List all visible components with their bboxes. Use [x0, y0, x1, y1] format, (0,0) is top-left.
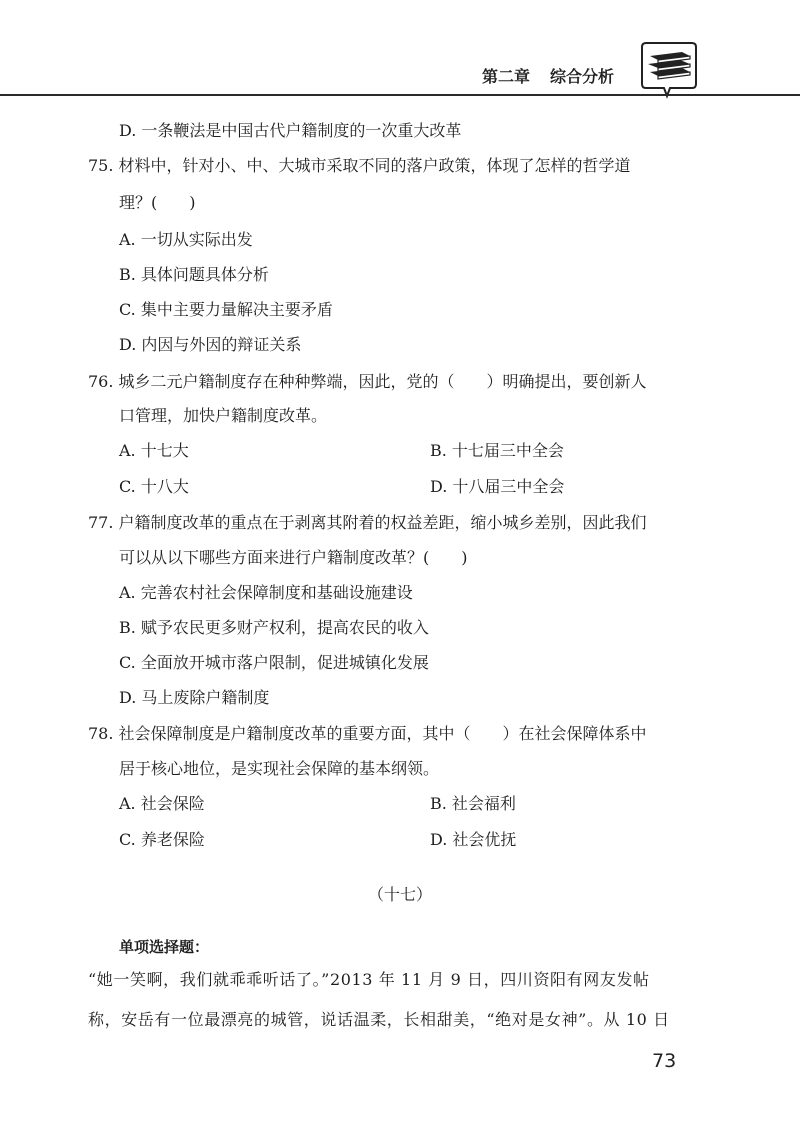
q76-option-b: B. 十七届三中全会 — [430, 441, 564, 460]
q77-stem-cont: 可以从以下哪些方面来进行户籍制度改革？( ) — [119, 548, 468, 567]
q76-stem-cont: 口管理，加快户籍制度改革。 — [119, 406, 328, 425]
q76-option-d: D. 十八届三中全会 — [430, 477, 565, 496]
chapter-number: 第二章 — [482, 67, 531, 86]
q77-stem: 77. 户籍制度改革的重点在于剥离其附着的权益差距，缩小城乡差别，因此我们 — [88, 513, 647, 532]
page-header — [0, 0, 800, 100]
passage-line-2: 称，安岳有一位最漂亮的城管，说话温柔，长相甜美，“绝对是女神”。从 10 日 — [88, 1010, 670, 1029]
q75-option-b: B. 具体问题具体分析 — [119, 265, 269, 284]
q75-option-a: A. 一切从实际出发 — [119, 230, 253, 249]
q78-option-c: C. 养老保险 — [119, 830, 205, 849]
q75-stem-cont: 理？( ) — [119, 193, 196, 212]
q74-option-d: D. 一条鞭法是中国古代户籍制度的一次重大改革 — [119, 121, 462, 140]
page-number: 73 — [652, 1050, 677, 1072]
book-stack-icon — [640, 40, 698, 102]
q76-option-a: A. 十七大 — [119, 441, 189, 460]
q78-option-b: B. 社会福利 — [430, 794, 516, 813]
q75-option-c: C. 集中主要力量解决主要矛盾 — [119, 300, 333, 319]
q78-option-d: D. 社会优抚 — [430, 830, 517, 849]
q76-stem: 76. 城乡二元户籍制度存在种种弊端，因此，党的（ ）明确提出，要创新人 — [88, 372, 647, 391]
passage-line-1: “她一笑啊，我们就乖乖听话了。”2013 年 11 月 9 日，四川资阳有网友发帖 — [88, 970, 650, 989]
q78-stem-cont: 居于核心地位，是实现社会保障的基本纲领。 — [119, 759, 440, 778]
q78-stem: 78. 社会保障制度是户籍制度改革的重要方面，其中（ ）在社会保障体系中 — [88, 724, 647, 743]
q75-stem: 75. 材料中，针对小、中、大城市采取不同的落户政策，体现了怎样的哲学道 — [88, 156, 631, 175]
q77-option-d: D. 马上废除户籍制度 — [119, 688, 270, 707]
header-divider — [0, 94, 800, 96]
chapter-heading — [482, 64, 614, 87]
q77-option-a: A. 完善农村社会保障制度和基础设施建设 — [119, 583, 413, 602]
chapter-title: 综合分析 — [550, 67, 615, 86]
q78-option-a: A. 社会保险 — [119, 794, 205, 813]
q77-option-c: C. 全面放开城市落户限制，促进城镇化发展 — [119, 653, 429, 672]
q77-option-b: B. 赋予农民更多财产权利，提高农民的收入 — [119, 618, 429, 637]
section-number: （十七） — [367, 885, 432, 904]
q76-option-c: C. 十八大 — [119, 477, 189, 496]
section-heading: 单项选择题： — [119, 938, 210, 956]
q75-option-d: D. 内因与外因的辩证关系 — [119, 335, 302, 354]
